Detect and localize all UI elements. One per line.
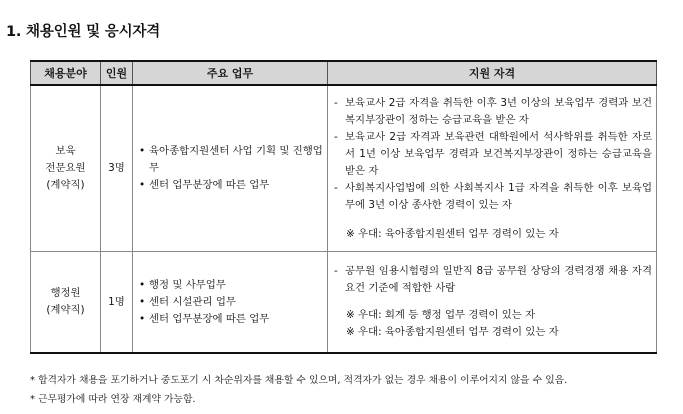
qualifications-cell [328, 85, 657, 252]
field-line: 보육 [55, 145, 76, 157]
qualification-item: - 보육교사 2급 자격을 취득한 이후 3년 이상의 보육업무 경력과 보건복지부장관이 정하는 승급교육을 받은 자 [334, 95, 652, 129]
duty-item: • 센터 시설관리 업무 [139, 294, 325, 311]
duty-item: • 육아종합지원센터 사업 기획 및 진행업무 [139, 143, 325, 177]
duties-cell [133, 252, 328, 354]
preference-note: ※ 우대: 회계 등 행정 업무 경력이 있는 자 [346, 309, 536, 321]
qualification-item: - 사회복지사업법에 의한 사회복지사 1급 자격을 취득한 이후 보육업무에 3년 이상 종사한 경력이 있는 자 [334, 180, 652, 214]
footnote: * 합격자가 채용을 포기하거나 중도포기 시 차순위자를 채용할 수 있으며, 적격자가 없는 경우 채용이 이루어지지 않을 수 있음. [30, 375, 568, 386]
field-cell [31, 85, 101, 252]
duty-item: • 센터 업무분장에 따른 업무 [139, 311, 325, 328]
count-cell: 3명 [101, 85, 133, 252]
field-line: 전문요원 [45, 162, 86, 174]
header-count: 인원 [101, 61, 133, 85]
duty-item: • 행정 및 사무업무 [139, 277, 325, 294]
section-heading: 1. 채용인원 및 응시자격 [6, 24, 161, 40]
header-field: 채용분야 [31, 61, 101, 85]
table-row [31, 85, 657, 252]
header-duties: 주요 업무 [133, 61, 328, 85]
count-cell: 1명 [101, 252, 133, 354]
bullet-icon: • [139, 179, 146, 191]
footnotes [30, 371, 567, 409]
table-header-row [31, 61, 657, 85]
field-line: (계약직) [46, 179, 85, 191]
bullet-icon: • [139, 295, 146, 308]
preference-note: ※ 우대: 육아종합지원센터 업무 경력이 있는 자 [346, 227, 559, 240]
field-line: (계약직) [46, 304, 85, 316]
dash-marker: - [334, 96, 338, 109]
qualifications-cell [328, 252, 657, 354]
bullet-icon: • [139, 278, 146, 291]
duty-item: • 센터 업무분장에 따른 업무 [139, 177, 325, 194]
preference-note: ※ 우대: 육아종합지원센터 업무 경력이 있는 자 [346, 326, 559, 338]
header-qualifications: 지원 자격 [328, 61, 657, 85]
qualification-item: - 보육교사 2급 자격과 보육관련 대학원에서 석사학위를 취득한 자로서 1년 이상 보육업무 경력과 보건복지부장관이 정하는 승급교육을 받은 자 [334, 129, 652, 180]
qualification-item: - 공무원 임용시험령의 일반직 8급 공무원 상당의 경력경쟁 채용 자격 요건 기준에 적합한 사람 [334, 263, 652, 297]
footnote: * 근무평가에 따라 연장 재계약 가능함. [30, 394, 196, 405]
bullet-icon: • [139, 145, 146, 157]
bullet-icon: • [139, 312, 146, 325]
field-line: 행정원 [50, 287, 81, 299]
recruitment-table [30, 60, 657, 354]
duties-cell [133, 85, 328, 252]
dash-marker: - [334, 181, 338, 194]
table-row [31, 252, 657, 354]
dash-marker: - [334, 265, 338, 277]
field-cell [31, 252, 101, 354]
dash-marker: - [334, 130, 338, 143]
